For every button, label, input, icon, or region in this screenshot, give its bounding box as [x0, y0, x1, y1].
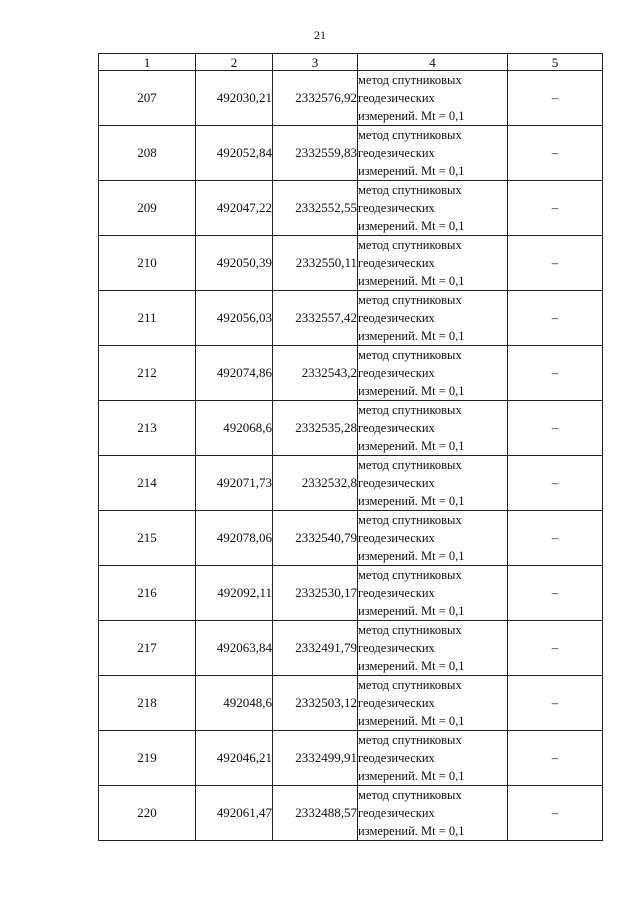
point-number-cell: 220	[99, 786, 196, 841]
table-row	[99, 346, 603, 401]
method-line: метод спутниковых	[358, 678, 462, 692]
method-line: измерений. Mt = 0,1	[358, 164, 465, 178]
method-line: измерений. Mt = 0,1	[358, 274, 465, 288]
y-coordinate-cell: 2332540,79	[273, 511, 358, 566]
x-coordinate-cell: 492092,11	[196, 566, 273, 621]
point-number-cell: 219	[99, 731, 196, 786]
point-number-cell: 216	[99, 566, 196, 621]
method-line: измерений. Mt = 0,1	[358, 604, 465, 618]
method-line: метод спутниковых	[358, 238, 462, 252]
method-cell	[358, 71, 508, 126]
note-cell: –	[508, 511, 603, 566]
y-coordinate-cell: 2332503,12	[273, 676, 358, 731]
method-line: метод спутниковых	[358, 73, 462, 87]
x-coordinate-cell: 492047,22	[196, 181, 273, 236]
method-line: метод спутниковых	[358, 788, 462, 802]
y-coordinate-cell: 2332552,55	[273, 181, 358, 236]
method-line: геодезических	[358, 311, 435, 325]
method-line: измерений. Mt = 0,1	[358, 824, 465, 838]
method-line: измерений. Mt = 0,1	[358, 329, 465, 343]
method-cell	[358, 621, 508, 676]
method-cell	[358, 126, 508, 181]
page-number: 21	[314, 28, 326, 42]
method-line: метод спутниковых	[358, 513, 462, 527]
point-number-cell: 215	[99, 511, 196, 566]
note-cell: –	[508, 181, 603, 236]
y-coordinate-cell: 2332559,83	[273, 126, 358, 181]
note-cell: –	[508, 456, 603, 511]
method-line: измерений. Mt = 0,1	[358, 769, 465, 783]
method-line: геодезических	[358, 91, 435, 105]
method-line: метод спутниковых	[358, 128, 462, 142]
method-line: геодезических	[358, 696, 435, 710]
x-coordinate-cell: 492068,6	[196, 401, 273, 456]
column-header-3: 3	[273, 54, 358, 71]
point-number-cell: 213	[99, 401, 196, 456]
x-coordinate-cell: 492030,21	[196, 71, 273, 126]
note-cell: –	[508, 731, 603, 786]
x-coordinate-cell: 492046,21	[196, 731, 273, 786]
note-cell: –	[508, 346, 603, 401]
method-line: метод спутниковых	[358, 348, 462, 362]
x-coordinate-cell: 492078,06	[196, 511, 273, 566]
method-line: метод спутниковых	[358, 183, 462, 197]
table-row	[99, 676, 603, 731]
table-body	[99, 71, 603, 841]
method-line: геодезических	[358, 366, 435, 380]
x-coordinate-cell: 492071,73	[196, 456, 273, 511]
method-cell	[358, 456, 508, 511]
x-coordinate-cell: 492050,39	[196, 236, 273, 291]
method-line: геодезических	[358, 201, 435, 215]
method-cell	[358, 346, 508, 401]
y-coordinate-cell: 2332576,92	[273, 71, 358, 126]
note-cell: –	[508, 566, 603, 621]
point-number-cell: 211	[99, 291, 196, 346]
method-line: измерений. Mt = 0,1	[358, 714, 465, 728]
x-coordinate-cell: 492063,84	[196, 621, 273, 676]
point-number-cell: 214	[99, 456, 196, 511]
method-line: геодезических	[358, 531, 435, 545]
note-cell: –	[508, 126, 603, 181]
column-header-5: 5	[508, 54, 603, 71]
method-cell	[358, 181, 508, 236]
method-line: метод спутниковых	[358, 733, 462, 747]
table-row	[99, 236, 603, 291]
coordinates-table	[98, 53, 603, 841]
method-line: метод спутниковых	[358, 293, 462, 307]
point-number-cell: 208	[99, 126, 196, 181]
table-header-row	[99, 54, 603, 71]
y-coordinate-cell: 2332488,57	[273, 786, 358, 841]
note-cell: –	[508, 401, 603, 456]
method-line: метод спутниковых	[358, 458, 462, 472]
note-cell: –	[508, 236, 603, 291]
column-header-1: 1	[99, 54, 196, 71]
method-line: измерений. Mt = 0,1	[358, 494, 465, 508]
method-line: геодезических	[358, 586, 435, 600]
method-line: геодезических	[358, 751, 435, 765]
method-line: геодезических	[358, 641, 435, 655]
y-coordinate-cell: 2332532,8	[273, 456, 358, 511]
table-row	[99, 401, 603, 456]
x-coordinate-cell: 492061,47	[196, 786, 273, 841]
point-number-cell: 212	[99, 346, 196, 401]
column-header-2: 2	[196, 54, 273, 71]
method-cell	[358, 236, 508, 291]
note-cell: –	[508, 676, 603, 731]
method-line: геодезических	[358, 476, 435, 490]
note-cell: –	[508, 291, 603, 346]
method-line: измерений. Mt = 0,1	[358, 219, 465, 233]
method-cell	[358, 401, 508, 456]
y-coordinate-cell: 2332543,2	[273, 346, 358, 401]
method-line: измерений. Mt = 0,1	[358, 109, 465, 123]
point-number-cell: 218	[99, 676, 196, 731]
x-coordinate-cell: 492052,84	[196, 126, 273, 181]
y-coordinate-cell: 2332499,91	[273, 731, 358, 786]
note-cell: –	[508, 621, 603, 676]
method-cell	[358, 786, 508, 841]
x-coordinate-cell: 492074,86	[196, 346, 273, 401]
method-line: геодезических	[358, 421, 435, 435]
point-number-cell: 217	[99, 621, 196, 676]
method-line: метод спутниковых	[358, 403, 462, 417]
method-line: геодезических	[358, 146, 435, 160]
table-row	[99, 291, 603, 346]
method-cell	[358, 676, 508, 731]
method-cell	[358, 291, 508, 346]
table-row	[99, 511, 603, 566]
x-coordinate-cell: 492056,03	[196, 291, 273, 346]
method-line: измерений. Mt = 0,1	[358, 659, 465, 673]
point-number-cell: 207	[99, 71, 196, 126]
method-cell	[358, 731, 508, 786]
note-cell: –	[508, 786, 603, 841]
table-row	[99, 786, 603, 841]
method-line: измерений. Mt = 0,1	[358, 439, 465, 453]
method-line: геодезических	[358, 806, 435, 820]
table-row	[99, 621, 603, 676]
method-cell	[358, 566, 508, 621]
column-header-4: 4	[358, 54, 508, 71]
x-coordinate-cell: 492048,6	[196, 676, 273, 731]
table-row	[99, 456, 603, 511]
method-line: метод спутниковых	[358, 568, 462, 582]
y-coordinate-cell: 2332491,79	[273, 621, 358, 676]
note-cell: –	[508, 71, 603, 126]
table-row	[99, 126, 603, 181]
y-coordinate-cell: 2332535,28	[273, 401, 358, 456]
method-line: измерений. Mt = 0,1	[358, 384, 465, 398]
table-row	[99, 566, 603, 621]
method-cell	[358, 511, 508, 566]
table-row	[99, 71, 603, 126]
y-coordinate-cell: 2332530,17	[273, 566, 358, 621]
y-coordinate-cell: 2332550,11	[273, 236, 358, 291]
method-line: геодезических	[358, 256, 435, 270]
point-number-cell: 210	[99, 236, 196, 291]
table-row	[99, 181, 603, 236]
y-coordinate-cell: 2332557,42	[273, 291, 358, 346]
method-line: метод спутниковых	[358, 623, 462, 637]
method-line: измерений. Mt = 0,1	[358, 549, 465, 563]
point-number-cell: 209	[99, 181, 196, 236]
table-row	[99, 731, 603, 786]
